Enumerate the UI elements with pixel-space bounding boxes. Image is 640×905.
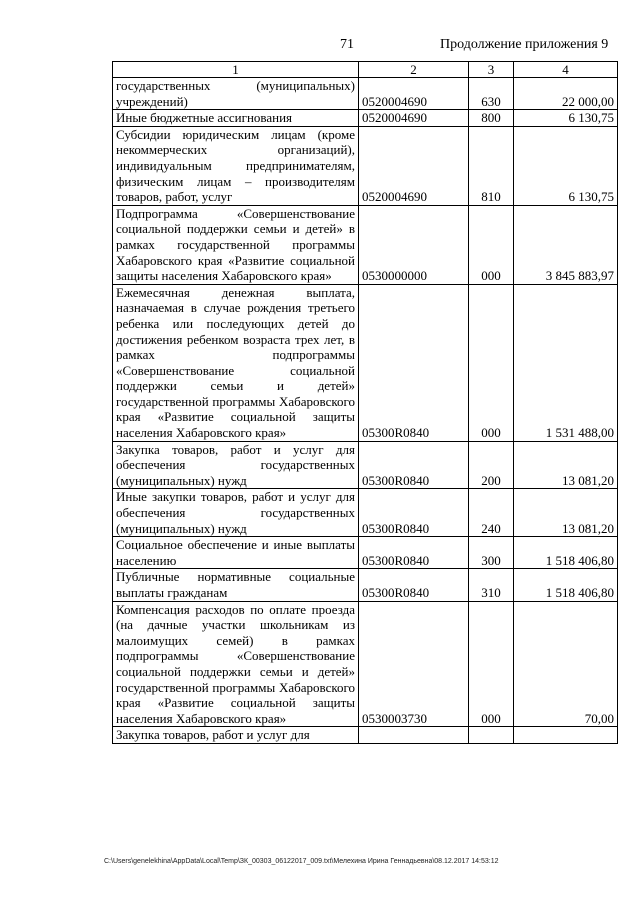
- column-header-2: 2: [359, 62, 469, 78]
- row-code-cell: 05300R0840: [359, 537, 469, 569]
- row-amount-cell: [514, 727, 618, 744]
- row-type-cell: 630: [469, 78, 514, 110]
- column-header-3: 3: [469, 62, 514, 78]
- row-amount-cell: 70,00: [514, 601, 618, 727]
- row-type-cell: 000: [469, 601, 514, 727]
- row-amount-cell: 6 130,75: [514, 126, 618, 205]
- table-row: [113, 441, 618, 489]
- table-row: [113, 569, 618, 601]
- row-code-cell: 05300R0840: [359, 489, 469, 537]
- row-amount-cell: 3 845 883,97: [514, 205, 618, 284]
- row-code-cell: 0530003730: [359, 601, 469, 727]
- table-row: [113, 489, 618, 537]
- row-type-cell: 240: [469, 489, 514, 537]
- row-code-cell: 05300R0840: [359, 441, 469, 489]
- table-row: [113, 126, 618, 205]
- table-row: [113, 205, 618, 284]
- column-header-1: 1: [113, 62, 359, 78]
- row-code-cell: 0520004690: [359, 78, 469, 110]
- column-header-4: 4: [514, 62, 618, 78]
- row-type-cell: 000: [469, 284, 514, 441]
- table-body: [113, 78, 618, 744]
- row-name-cell: Иные закупки товаров, работ и услуг для обеспечения государственных (муниципальных) нужд: [113, 489, 359, 537]
- row-code-cell: [359, 727, 469, 744]
- row-code-cell: 05300R0840: [359, 284, 469, 441]
- row-type-cell: 000: [469, 205, 514, 284]
- page-number: 71: [340, 37, 354, 52]
- table-row: [113, 601, 618, 727]
- row-name-cell: Иные бюджетные ассигнования: [113, 110, 359, 127]
- row-code-cell: 0530000000: [359, 205, 469, 284]
- row-amount-cell: 22 000,00: [514, 78, 618, 110]
- table-row: [113, 284, 618, 441]
- row-code-cell: 0520004690: [359, 110, 469, 127]
- row-name-cell: Социальное обеспечение и иные выплаты населению: [113, 537, 359, 569]
- row-name-cell: Ежемесячная денежная выплата, назначаемая в случае рождения третьего ребенка или последующих детей до достижения ребенком возраста трех лет, в рамках подпрограммы «Совершенствование социальной поддержки семьи и детей» государственной программы Хабаровского края «Развитие социальной защиты населения Хабаровского края»: [113, 284, 359, 441]
- column-number-row: [113, 62, 618, 78]
- table-row: [113, 537, 618, 569]
- row-name-cell: Субсидии юридическим лицам (кроме некоммерческих организаций), индивидуальным предпринимателям, физическим лицам – производителям товаров, работ, услуг: [113, 126, 359, 205]
- budget-table: [112, 61, 618, 744]
- row-amount-cell: 1 518 406,80: [514, 537, 618, 569]
- row-type-cell: 310: [469, 569, 514, 601]
- row-name-cell: Закупка товаров, работ и услуг для: [113, 727, 359, 744]
- row-amount-cell: 13 081,20: [514, 489, 618, 537]
- row-amount-cell: 13 081,20: [514, 441, 618, 489]
- row-amount-cell: 1 518 406,80: [514, 569, 618, 601]
- row-type-cell: 810: [469, 126, 514, 205]
- row-name-cell: Публичные нормативные социальные выплаты гражданам: [113, 569, 359, 601]
- table-row: [113, 110, 618, 127]
- row-type-cell: 300: [469, 537, 514, 569]
- row-name-cell: государственных (муниципальных) учреждений): [113, 78, 359, 110]
- row-type-cell: 800: [469, 110, 514, 127]
- file-path-footer: C:\Users\genelekhina\AppData\Local\Temp\ЗК_00303_06122017_009.txt\Мелехина Ирина Геннадьевна\08.12.2017 14:53:12: [104, 858, 499, 865]
- row-code-cell: 05300R0840: [359, 569, 469, 601]
- row-type-cell: [469, 727, 514, 744]
- row-name-cell: Компенсация расходов по оплате проезда (на дачные участки школьникам из малоимущих семей) в рамках подпрограммы «Совершенствование социальной поддержки семьи и детей» государственной программы Хабаровского края «Развитие социальной защиты населения Хабаровского края»: [113, 601, 359, 727]
- row-name-cell: Закупка товаров, работ и услуг для обеспечения государственных (муниципальных) нужд: [113, 441, 359, 489]
- row-name-cell: Подпрограмма «Совершенствование социальной поддержки семьи и детей» в рамках государственной программы Хабаровского края «Развитие социальной защиты населения Хабаровского края»: [113, 205, 359, 284]
- continuation-label: Продолжение приложения 9: [440, 37, 609, 52]
- table-row: [113, 727, 618, 744]
- row-amount-cell: 6 130,75: [514, 110, 618, 127]
- table-row: [113, 78, 618, 110]
- row-code-cell: 0520004690: [359, 126, 469, 205]
- row-type-cell: 200: [469, 441, 514, 489]
- row-amount-cell: 1 531 488,00: [514, 284, 618, 441]
